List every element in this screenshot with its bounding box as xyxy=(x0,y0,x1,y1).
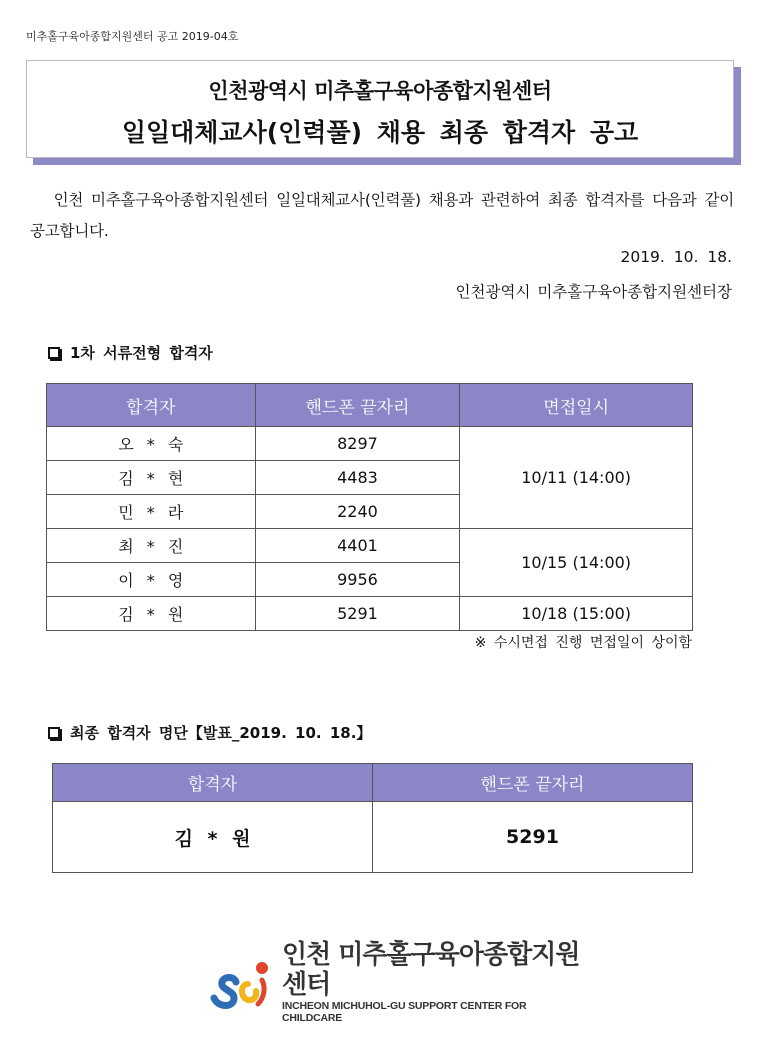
section1-heading xyxy=(48,342,213,363)
logo-korean-name: 인천 미추홀구육아종합지원센터 xyxy=(282,940,580,1000)
table-row xyxy=(47,427,693,461)
checkbox-bullet-icon xyxy=(48,727,60,739)
section2-heading-text: 최종 합격자 명단【발표_2019. 10. 18.】 xyxy=(70,724,372,742)
candidate-phone: 4401 xyxy=(255,529,460,563)
center-logo-icon xyxy=(210,954,274,1010)
table-header-row xyxy=(53,764,693,802)
checkbox-bullet-icon xyxy=(48,347,60,359)
header-phone: 핸드폰 끝자리 xyxy=(373,764,693,802)
section1-heading-text: 1차 서류전형 합격자 xyxy=(70,344,213,362)
final-result-table xyxy=(52,763,693,873)
intro-paragraph: 인천 미추홀구육아종합지원센터 일일대체교사(인력풀) 채용과 관련하여 최종 합격자를 다음과 같이 공고합니다. xyxy=(30,191,734,240)
center-logo-text xyxy=(282,940,580,1024)
interview-time: 10/18 (15:00) xyxy=(460,597,693,631)
announcement-date: 2019. 10. 18. xyxy=(620,248,732,266)
final-candidate-name: 김 * 원 xyxy=(53,802,373,873)
interview-time: 10/11 (14:00) xyxy=(460,427,693,529)
candidate-name: 오 * 숙 xyxy=(47,427,256,461)
candidate-name: 김 * 원 xyxy=(47,597,256,631)
header-interview: 면접일시 xyxy=(460,384,693,427)
interview-time: 10/15 (14:00) xyxy=(460,529,693,597)
candidate-phone: 9956 xyxy=(255,563,460,597)
candidate-phone: 4483 xyxy=(255,461,460,495)
page-title: 일일대체교사(인력풀) 채용 최종 합격자 공고 xyxy=(121,118,639,147)
table-row xyxy=(47,529,693,563)
center-logo xyxy=(210,940,580,1024)
title-organization: 인천광역시 미추홀구육아종합지원센터 xyxy=(208,79,552,103)
table-row xyxy=(47,597,693,631)
candidate-name: 최 * 진 xyxy=(47,529,256,563)
header-phone: 핸드폰 끝자리 xyxy=(255,384,460,427)
candidate-phone: 8297 xyxy=(255,427,460,461)
first-round-table xyxy=(46,383,693,631)
final-candidate-phone: 5291 xyxy=(373,802,693,873)
signer: 인천광역시 미추홀구육아종합지원센터장 xyxy=(455,283,732,301)
logo-english-name: INCHEON MICHUHOL-GU SUPPORT CENTER FOR CHILDCARE xyxy=(282,1000,527,1024)
table-row xyxy=(53,802,693,873)
candidate-phone: 2240 xyxy=(255,495,460,529)
header-name: 합격자 xyxy=(47,384,256,427)
table-header-row xyxy=(47,384,693,427)
candidate-phone: 5291 xyxy=(255,597,460,631)
candidate-name: 민 * 라 xyxy=(47,495,256,529)
document-number: 미추홀구육아종합지원센터 공고 2019-04호 xyxy=(26,30,239,43)
candidate-name: 이 * 영 xyxy=(47,563,256,597)
title-box xyxy=(26,60,734,158)
header-name: 합격자 xyxy=(53,764,373,802)
interview-note: ※ 수시면접 진행 면접일이 상이함 xyxy=(474,635,692,651)
section2-heading xyxy=(48,722,371,743)
candidate-name: 김 * 현 xyxy=(47,461,256,495)
